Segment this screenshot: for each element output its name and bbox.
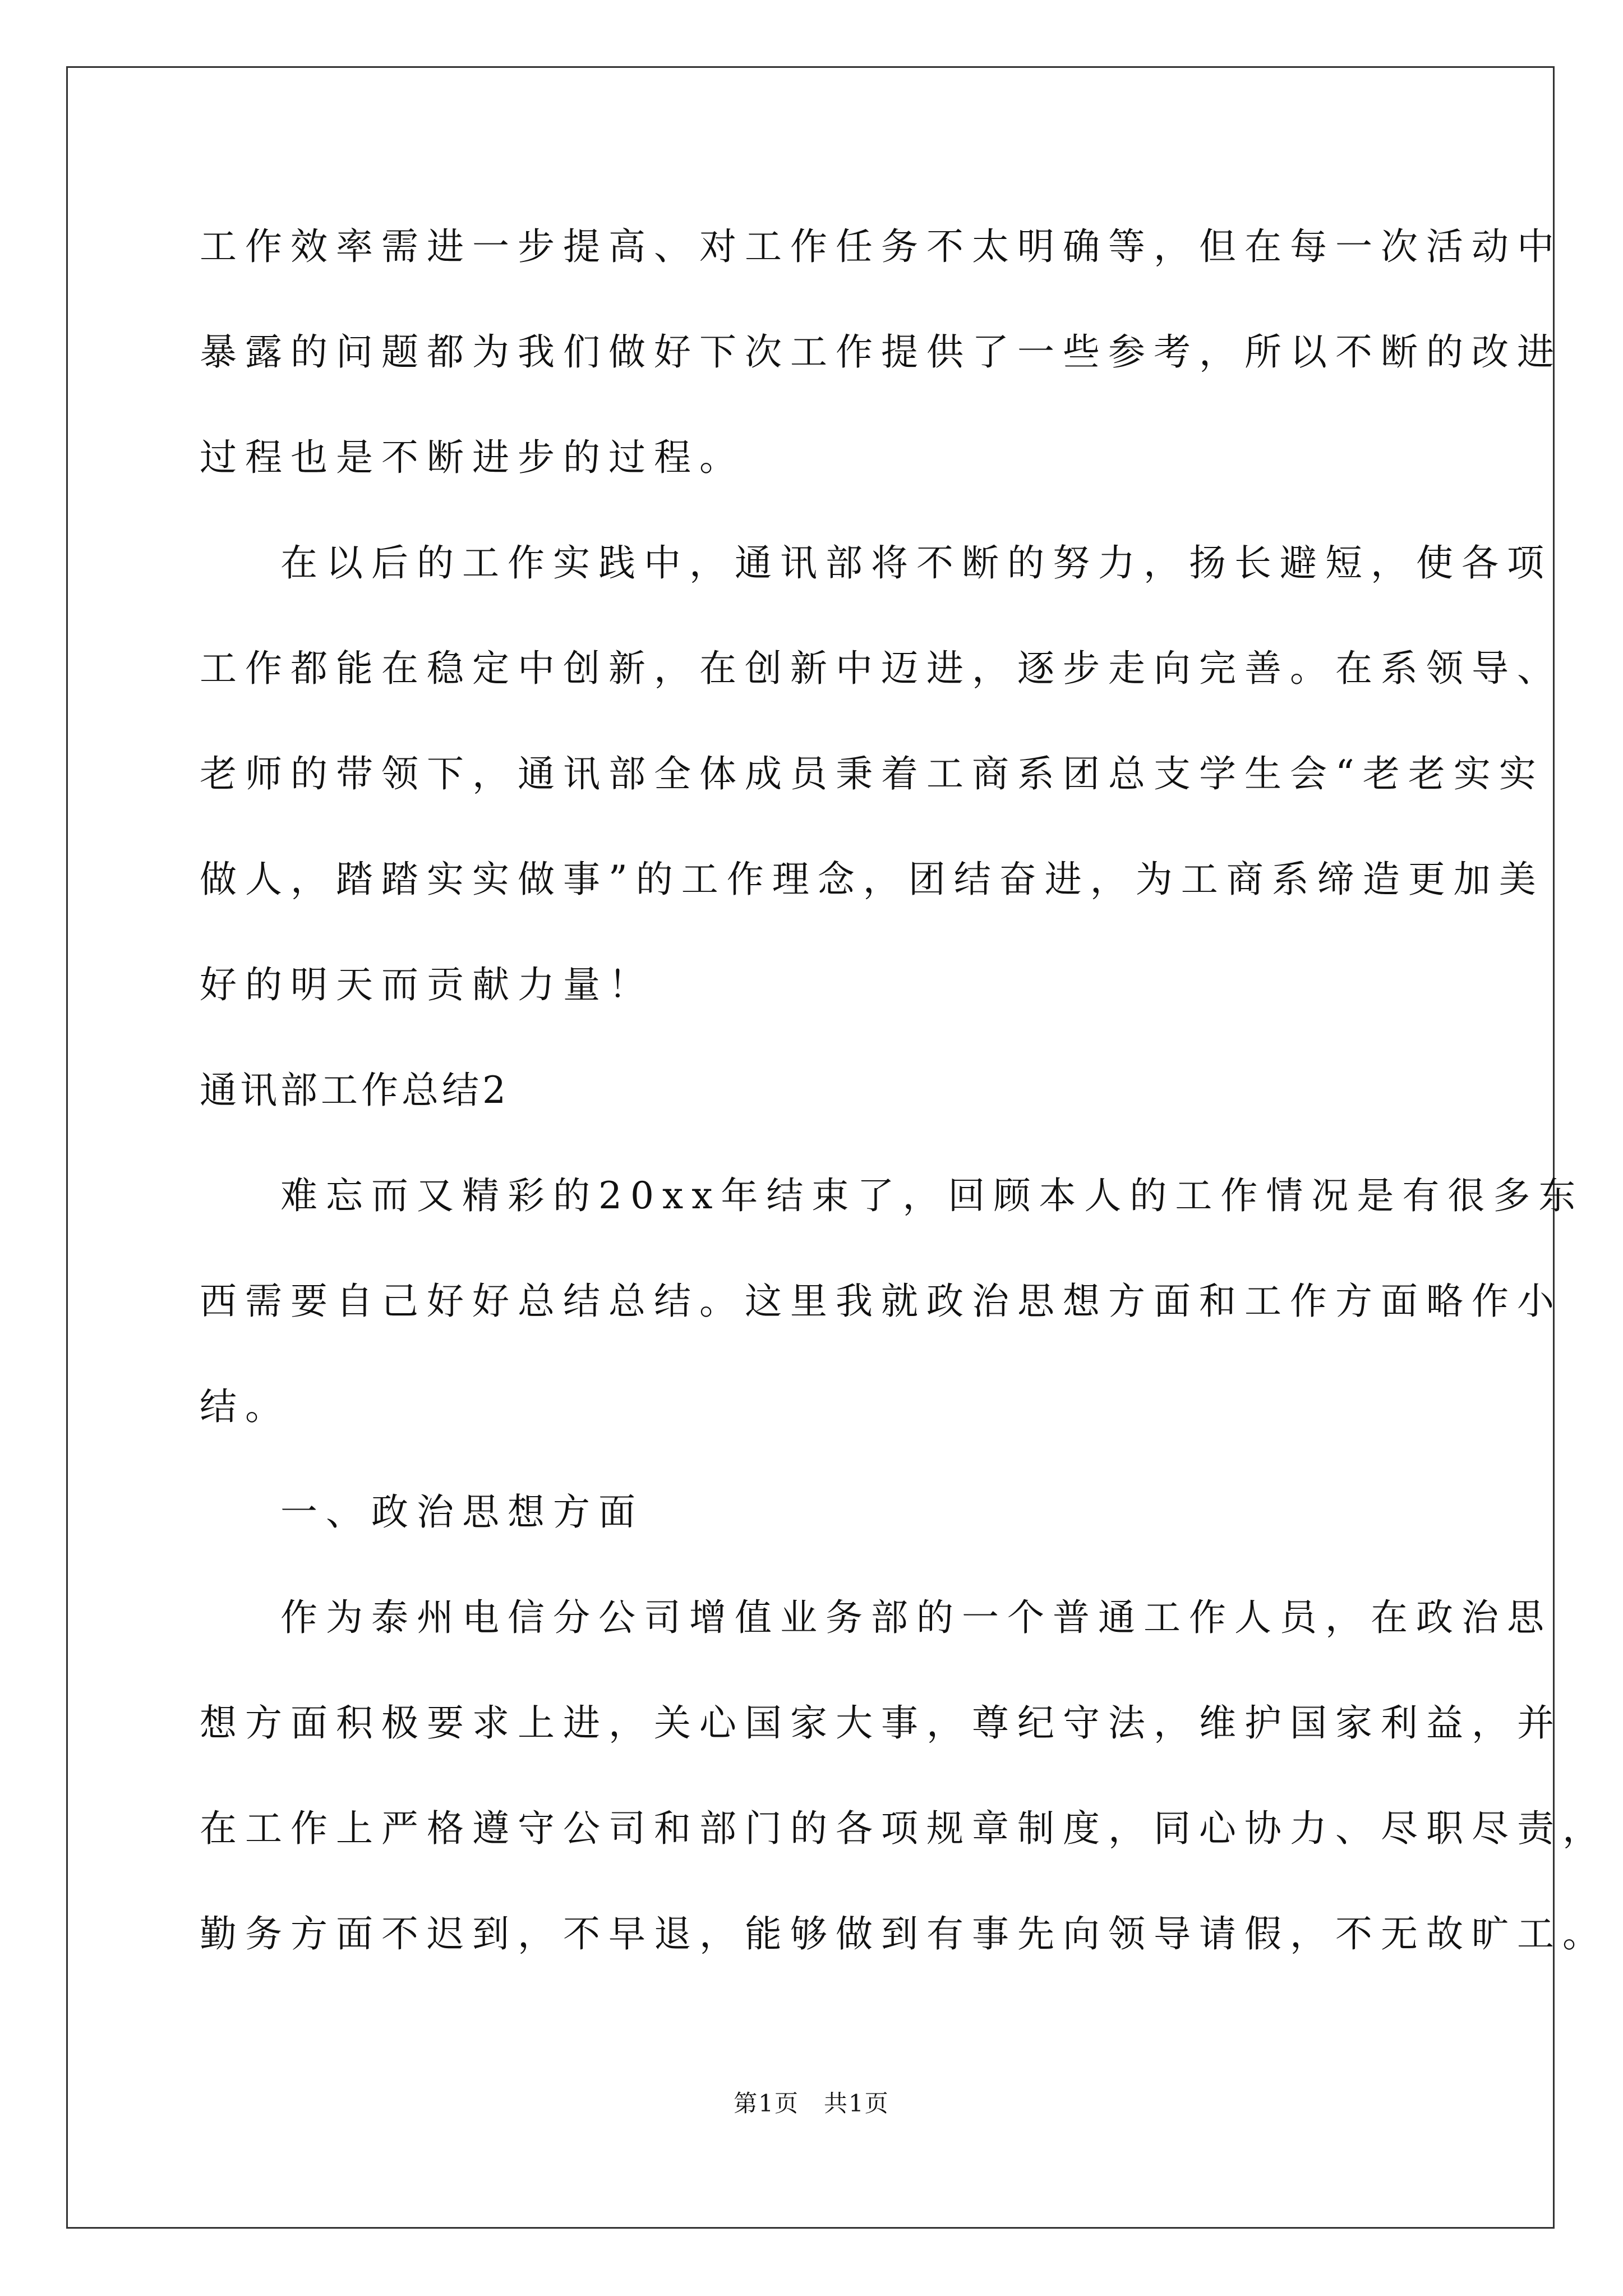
body-line: 结。 xyxy=(200,1385,291,1428)
section-title: 通讯部工作总结2 xyxy=(200,1069,509,1112)
body-line: 想方面积极要求上进，关心国家大事，尊纪守法，维护国家利益，并 xyxy=(200,1701,1562,1745)
body-line: 西需要自己好好总结总结。这里我就政治思想方面和工作方面略作小 xyxy=(200,1280,1562,1323)
body-line: 好的明天而贡献力量！ xyxy=(200,963,654,1006)
paragraph-first-line: 难忘而又精彩的20xx年结束了，回顾本人的工作情况是有很多东 xyxy=(280,1174,1584,1217)
paragraph-first-line: 在以后的工作实践中，通讯部将不断的努力，扬长避短，使各项 xyxy=(280,541,1552,585)
page-border xyxy=(66,66,1555,2229)
page-number-footer: 第1页 共1页 xyxy=(734,2090,889,2117)
body-line: 在工作上严格遵守公司和部门的各项规章制度，同心协力、尽职尽责， xyxy=(200,1807,1608,1850)
body-line: 做人，踏踏实实做事”的工作理念，团结奋进，为工商系缔造更加美 xyxy=(200,858,1544,901)
body-line: 暴露的问题都为我们做好下次工作提供了一些参考，所以不断的改进 xyxy=(200,330,1562,374)
body-line: 老师的带领下，通讯部全体成员秉着工商系团总支学生会“老老实实 xyxy=(200,752,1544,795)
body-line: 工作都能在稳定中创新，在创新中迈进，逐步走向完善。在系领导、 xyxy=(200,647,1562,690)
body-line: 过程也是不断进步的过程。 xyxy=(200,436,745,479)
body-line: 勤务方面不迟到，不早退，能够做到有事先向领导请假，不无故旷工。 xyxy=(200,1912,1608,1955)
paragraph-first-line: 作为泰州电信分公司增值业务部的一个普通工作人员，在政治思 xyxy=(280,1596,1552,1639)
body-line: 工作效率需进一步提高、对工作任务不太明确等，但在每一次活动中 xyxy=(200,225,1562,268)
subsection-heading: 一、政治思想方面 xyxy=(280,1490,644,1534)
